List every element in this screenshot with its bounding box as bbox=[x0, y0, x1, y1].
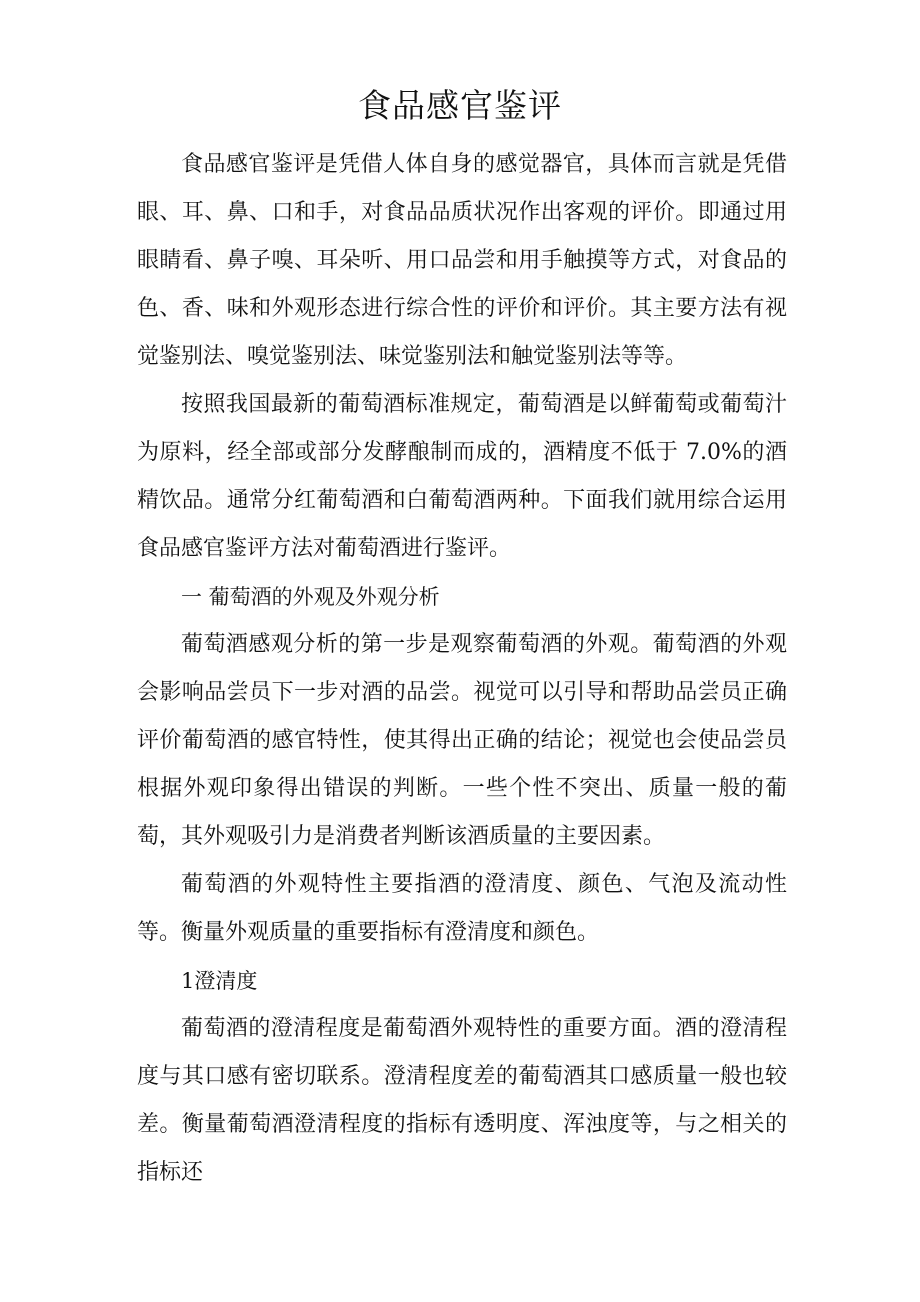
paragraph-intro: 食品感官鉴评是凭借人体自身的感觉器官，具体而言就是凭借眼、耳、鼻、口和手，对食品品质状况作出客观的评价。即通过用眼睛看、鼻子嗅、耳朵听、用口品尝和用手触摸等方式，对食品的色、香、味和外观形态进行综合性的评价和评价。其主要方法有视觉鉴别法、嗅觉鉴别法、味觉鉴别法和触觉鉴别法等等。 bbox=[137, 152, 787, 369]
document-body bbox=[137, 141, 787, 1197]
paragraph-appearance-properties: 葡萄酒的外观特性主要指酒的澄清度、颜色、气泡及流动性等。衡量外观质量的重要指标有澄清度和颜色。 bbox=[137, 872, 787, 945]
paragraph-clarity: 葡萄酒的澄清程度是葡萄酒外观特性的重要方面。酒的澄清程度与其口感有密切联系。澄清程度差的葡萄酒其口感质量一般也较差。衡量葡萄酒澄清程度的指标有透明度、浑浊度等，与之相关的指标还 bbox=[137, 1016, 787, 1185]
document-title: 食品感官鉴评 bbox=[358, 86, 562, 125]
section-heading-appearance: 一 葡萄酒的外观及外观分析 bbox=[181, 585, 440, 609]
subheading-clarity: 1澄清度 bbox=[181, 969, 258, 993]
paragraph-wine-standard: 按照我国最新的葡萄酒标准规定，葡萄酒是以鲜葡萄或葡萄汁为原料，经全部或部分发酵酿制而成的，酒精度不低于 7.0%的酒精饮品。通常分红葡萄酒和白葡萄酒两种。下面我们就用综合运用食品感官鉴评方法对葡萄酒进行鉴评。 bbox=[137, 392, 787, 561]
paragraph-appearance-analysis: 葡萄酒感观分析的第一步是观察葡萄酒的外观。葡萄酒的外观会影响品尝员下一步对酒的品尝。视觉可以引导和帮助品尝员正确评价葡萄酒的感官特性，使其得出正确的结论；视觉也会使品尝员根据外观印象得出错误的判断。一些个性不突出、质量一般的葡萄，其外观吸引力是消费者判断该酒质量的主要因素。 bbox=[137, 632, 787, 849]
